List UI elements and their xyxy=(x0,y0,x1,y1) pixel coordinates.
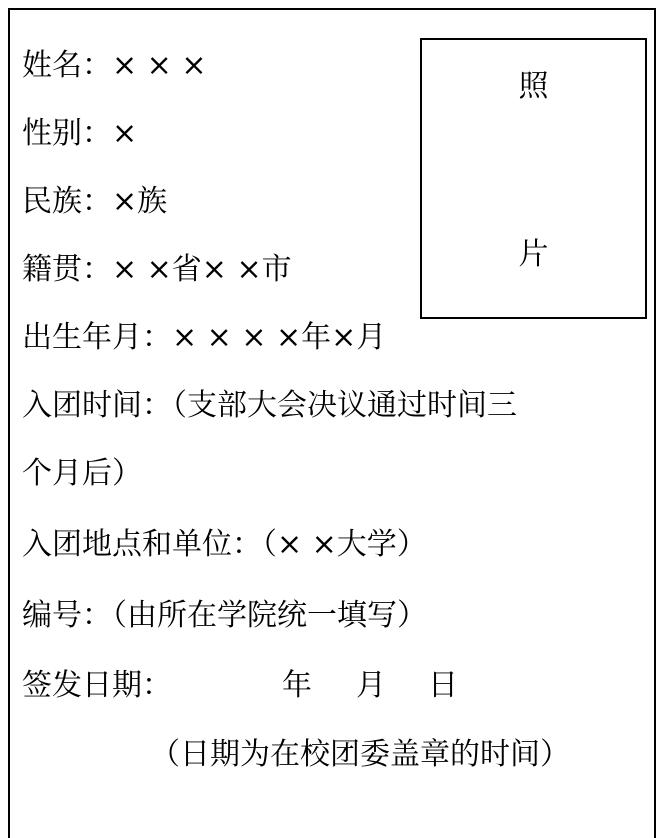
photo-label-bottom: 片 xyxy=(518,237,549,272)
ethnicity-row xyxy=(22,184,167,220)
ethnicity-value: ×族 xyxy=(112,184,168,219)
hometown-value: × ×省× ×市 xyxy=(112,252,292,287)
gender-row xyxy=(22,116,137,152)
birth-row xyxy=(22,320,386,356)
photo-placeholder xyxy=(420,38,647,319)
ethnicity-label: 民族： xyxy=(22,184,112,219)
join-place-value: （× ×大学） xyxy=(262,527,427,562)
name-label: 姓名： xyxy=(22,48,112,83)
name-row xyxy=(22,48,206,84)
join-time-continuation: 个月后） xyxy=(22,456,142,491)
number-label: 编号： xyxy=(22,598,112,633)
number-value: （由所在学院统一填写） xyxy=(112,598,427,633)
issue-date-month: 月 xyxy=(356,668,386,703)
photo-label-top: 照 xyxy=(518,69,549,104)
birth-value: × × × ×年×月 xyxy=(172,320,387,355)
issue-date-label: 签发日期： xyxy=(22,668,172,703)
join-time-row xyxy=(22,388,517,424)
gender-value: × xyxy=(112,116,138,151)
birth-label: 出生年月： xyxy=(22,320,172,355)
issue-date-day: 日 xyxy=(428,668,458,703)
join-place-row xyxy=(22,527,427,563)
join-time-label: 入团时间： xyxy=(22,388,172,423)
issue-date-year: 年 xyxy=(282,668,312,703)
join-time-value: （支部大会决议通过时间三 xyxy=(172,388,517,423)
issue-date-note: （日期为在校团委盖章的时间） xyxy=(150,737,570,772)
hometown-label: 籍贯： xyxy=(22,252,112,287)
number-row xyxy=(22,598,427,634)
join-place-label: 入团地点和单位： xyxy=(22,527,262,562)
name-value: × × × xyxy=(112,48,207,83)
gender-label: 性别： xyxy=(22,116,112,151)
hometown-row xyxy=(22,252,292,288)
